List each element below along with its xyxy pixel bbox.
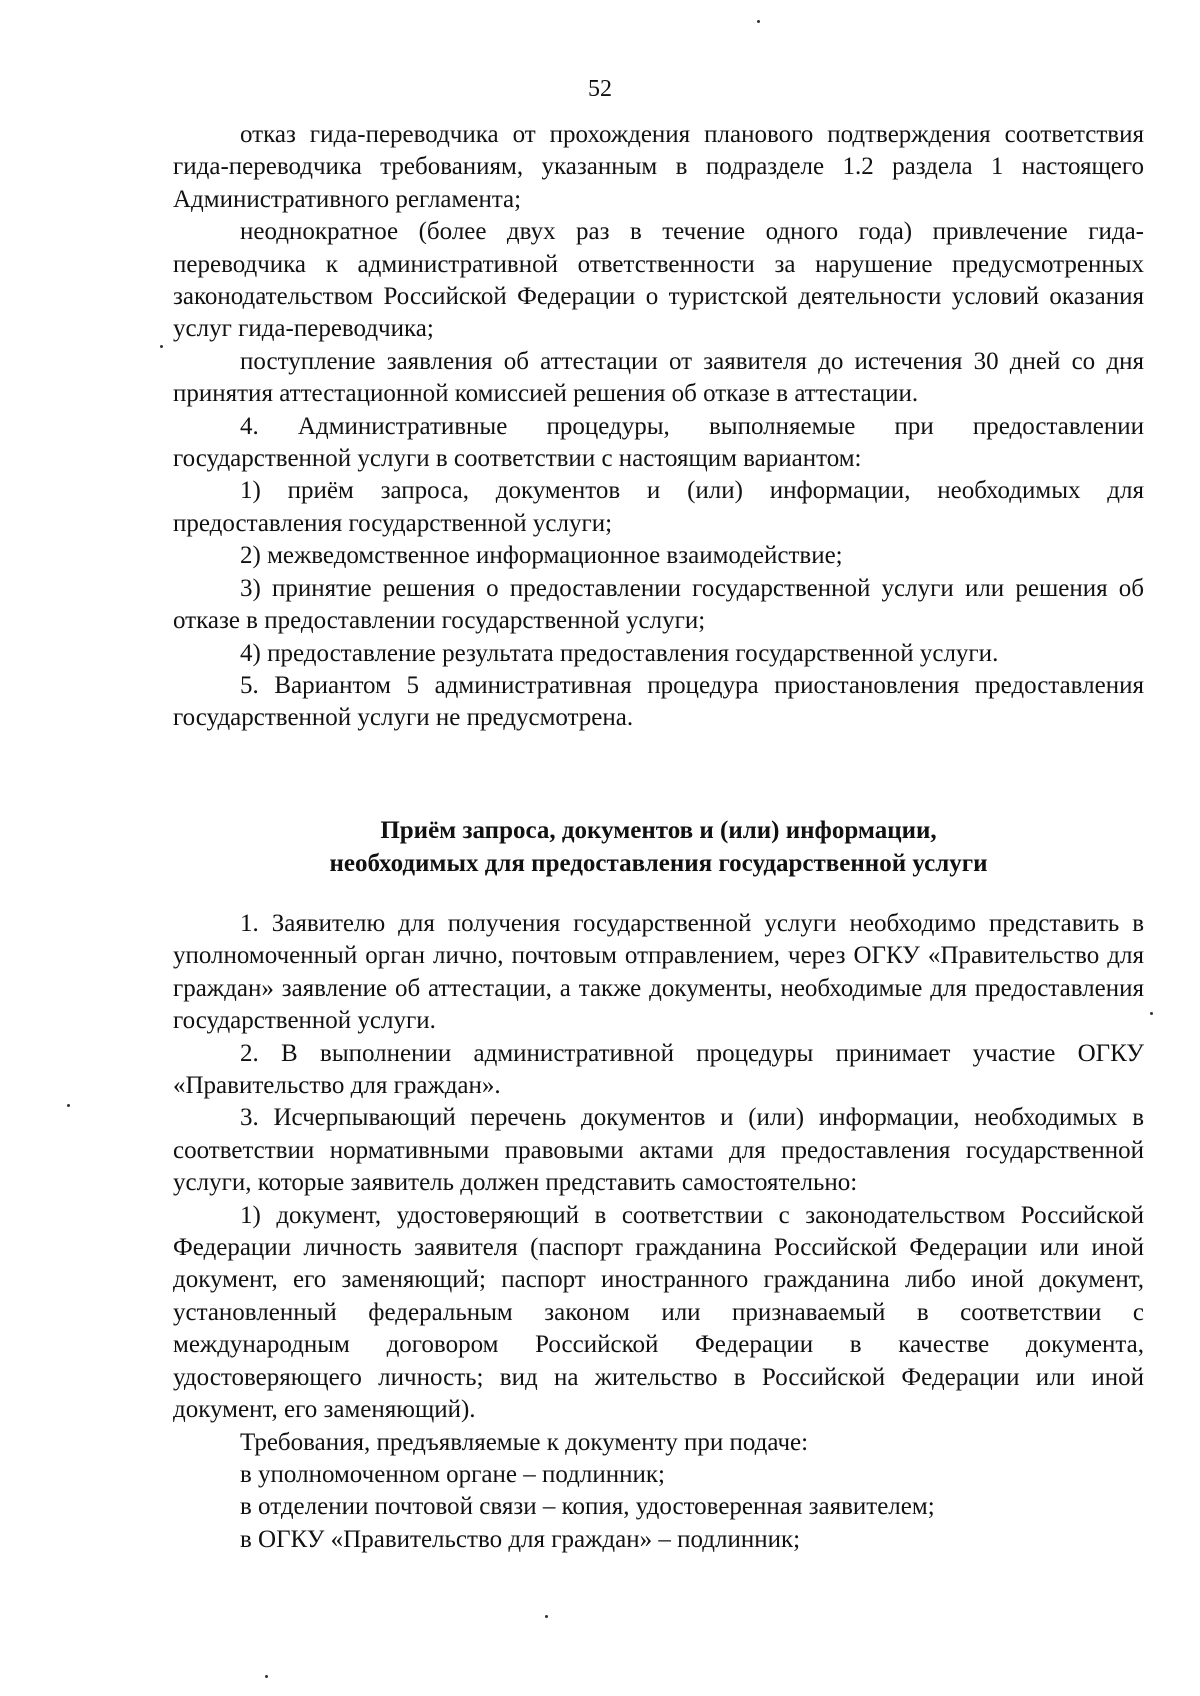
paragraphs-bottom-block — [173, 908, 1144, 1556]
list-item: 1) приём запроса, документов и (или) информации, необходимых для предоставления государственной услуги; — [173, 477, 1144, 537]
paragraph: 4. Административные процедуры, выполняемые при предоставлении государственной услуги в соответствии с настоящим вариантом: — [173, 412, 1144, 473]
scan-speck — [757, 20, 760, 23]
paragraph: Требования, предъявляемые к документу при подаче: — [240, 1428, 809, 1456]
paragraph: 2. В выполнении административной процедуры принимает участие ОГКУ «Правительство для граждан». — [173, 1039, 1144, 1100]
paragraph: в ОГКУ «Правительство для граждан» – подлинник; — [240, 1525, 801, 1553]
scan-speck — [1150, 1012, 1153, 1015]
paragraph: отказ гида-переводчика от прохождения планового подтверждения соответствия гида-переводчика требованиям, указанным в подразделе 1.2 раздела 1 настоящего Административного регламента; — [173, 121, 1144, 213]
paragraph: в отделении почтовой связи – копия, удостоверенная заявителем; — [240, 1493, 935, 1521]
list-item: 3) принятие решения о предоставлении государственной услуги или решения об отказе в предоставлении государственной услуги; — [173, 574, 1144, 635]
section-heading-line-2: необходимых для предоставления государственной услуги — [329, 850, 988, 877]
list-item: 1) документ, удостоверяющий в соответствии с законодательством Российской Федерации личность заявителя (паспорт гражданина Российской Федерации или иной документ, его заменяющий; паспорт иностранного гражданина либо иной документ, установленный федеральным законом или признаваемый в соответствии с международным договором Российской Федерации в качестве документа, удостоверяющего личность; вид на жительство в Российской Федерации или иной документ, его заменяющий). — [173, 1201, 1144, 1424]
paragraphs-top-block — [173, 119, 1144, 735]
scan-speck — [265, 1675, 268, 1678]
paragraph: в уполномоченном органе – подлинник; — [240, 1460, 665, 1488]
paragraph: поступление заявления об аттестации от заявителя до истечения 30 дней со дня принятия аттестационной комиссией решения об отказе в аттестации. — [173, 347, 1144, 408]
paragraph: 5. Вариантом 5 административная процедура приостановления предоставления государственной услуги не предусмотрена. — [173, 671, 1144, 732]
scan-speck — [160, 345, 163, 348]
paragraph: 1. Заявителю для получения государственной услуги необходимо представить в уполномоченный орган лично, почтовым отправлением, через ОГКУ «Правительство для граждан» заявление об аттестации, а также документы, необходимые для предоставления государственной услуги. — [173, 910, 1144, 1035]
scan-speck — [67, 1104, 70, 1107]
section-heading-line-1: Приём запроса, документов и (или) информации, — [380, 817, 937, 844]
paragraph: 3. Исчерпывающий перечень документов и (или) информации, необходимых в соответствии нормативными правовыми актами для предоставления государственной услуги, которые заявитель должен представить самостоятельно: — [173, 1104, 1144, 1197]
page-number: 52 — [588, 76, 612, 102]
list-item: 2) межведомственное информационное взаимодействие; — [240, 542, 843, 570]
paragraph: неоднократное (более двух раз в течение одного года) привлечение гида-переводчика к административной ответственности за нарушение предусмотренных законодательством Российской Федерации о туристской деятельности условий оказания услуг гида-переводчика; — [173, 218, 1144, 343]
scan-speck — [545, 1615, 548, 1618]
section-heading — [173, 814, 1144, 880]
list-item: 4) предоставление результата предоставления государственной услуги. — [240, 639, 999, 667]
